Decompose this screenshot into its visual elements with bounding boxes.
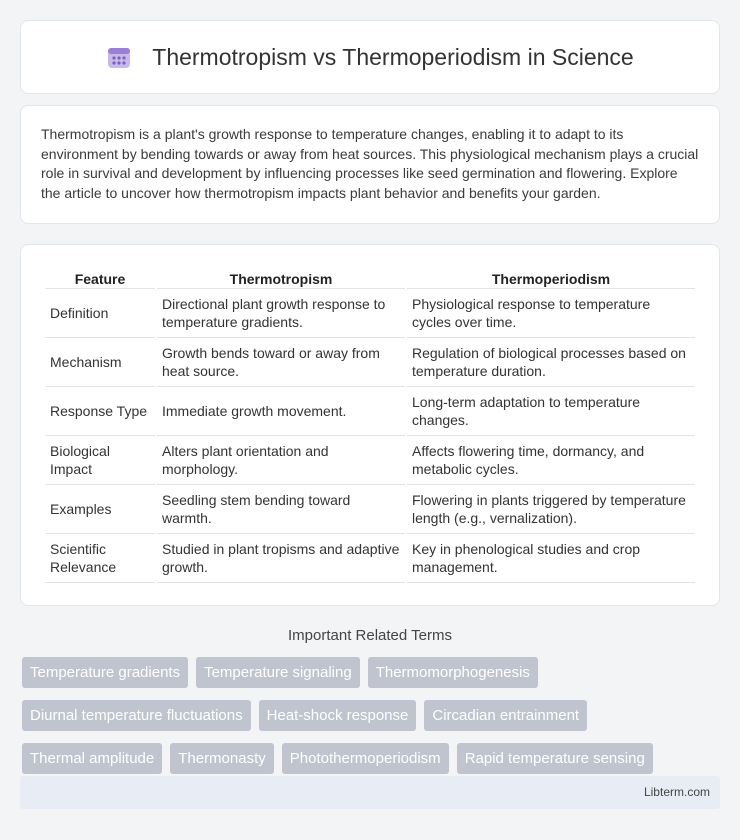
- calendar-grid-icon: [106, 44, 132, 70]
- table-row: [45, 289, 695, 338]
- related-term-tag[interactable]: Diurnal temperature fluctuations: [22, 700, 251, 731]
- table-cell: Directional plant growth response to temperature gradients.: [157, 289, 405, 338]
- related-term-tag[interactable]: Thermonasty: [170, 743, 274, 774]
- table-row: [45, 534, 695, 583]
- tag-row: [22, 700, 722, 737]
- tag-row: [22, 743, 722, 780]
- table-cell: Scientific Relevance: [45, 534, 155, 583]
- column-header: Feature: [45, 265, 155, 289]
- table-header-row: [45, 265, 695, 289]
- related-terms-title: Important Related Terms: [288, 627, 452, 644]
- related-terms-tags: [22, 657, 722, 786]
- related-term-tag[interactable]: Temperature gradients: [22, 657, 188, 688]
- related-term-tag[interactable]: Circadian entrainment: [424, 700, 587, 731]
- header-card: [20, 20, 720, 94]
- table-cell: Key in phenological studies and crop management.: [407, 534, 695, 583]
- related-term-tag[interactable]: Heat-shock response: [259, 700, 417, 731]
- related-term-tag[interactable]: Thermal amplitude: [22, 743, 162, 774]
- table-cell: Long-term adaptation to temperature changes.: [407, 387, 695, 436]
- table-cell: Physiological response to temperature cycles over time.: [407, 289, 695, 338]
- footer: [20, 776, 720, 809]
- related-term-tag[interactable]: Temperature signaling: [196, 657, 360, 688]
- table-cell: Definition: [45, 289, 155, 338]
- table-row: [45, 485, 695, 534]
- table-cell: Mechanism: [45, 338, 155, 387]
- tag-row: [22, 657, 722, 694]
- table-cell: Studied in plant tropisms and adaptive growth.: [157, 534, 405, 583]
- comparison-table-card: [20, 244, 720, 606]
- table-cell: Growth bends toward or away from heat source.: [157, 338, 405, 387]
- table-row: [45, 338, 695, 387]
- related-term-tag[interactable]: Photothermoperiodism: [282, 743, 449, 774]
- table-cell: Response Type: [45, 387, 155, 436]
- related-term-tag[interactable]: Thermomorphogenesis: [368, 657, 538, 688]
- table-cell: Seedling stem bending toward warmth.: [157, 485, 405, 534]
- related-term-tag[interactable]: Rapid temperature sensing: [457, 743, 653, 774]
- column-header: Thermotropism: [157, 265, 405, 289]
- table-cell: Regulation of biological processes based on temperature duration.: [407, 338, 695, 387]
- comparison-table: [43, 265, 697, 583]
- intro-card: [20, 105, 720, 224]
- intro-text: Thermotropism is a plant's growth response to temperature changes, enabling it to adapt to its environment by bending towards or away from heat sources. This physiological mechanism plays a crucial role in survival and development by influencing processes like seed germination and flowering. Explore the article to uncover how thermotropism impacts plant behavior and benefits your garden.: [41, 126, 699, 201]
- table-cell: Flowering in plants triggered by temperature length (e.g., vernalization).: [407, 485, 695, 534]
- table-row: [45, 387, 695, 436]
- table-row: [45, 436, 695, 485]
- table-cell: Alters plant orientation and morphology.: [157, 436, 405, 485]
- table-cell: Immediate growth movement.: [157, 387, 405, 436]
- table-cell: Affects flowering time, dormancy, and metabolic cycles.: [407, 436, 695, 485]
- footer-brand-link[interactable]: Libterm.com: [643, 785, 710, 799]
- table-cell: Biological Impact: [45, 436, 155, 485]
- page-title: Thermotropism vs Thermoperiodism in Science: [152, 43, 634, 70]
- table-cell: Examples: [45, 485, 155, 534]
- column-header: Thermoperiodism: [407, 265, 695, 289]
